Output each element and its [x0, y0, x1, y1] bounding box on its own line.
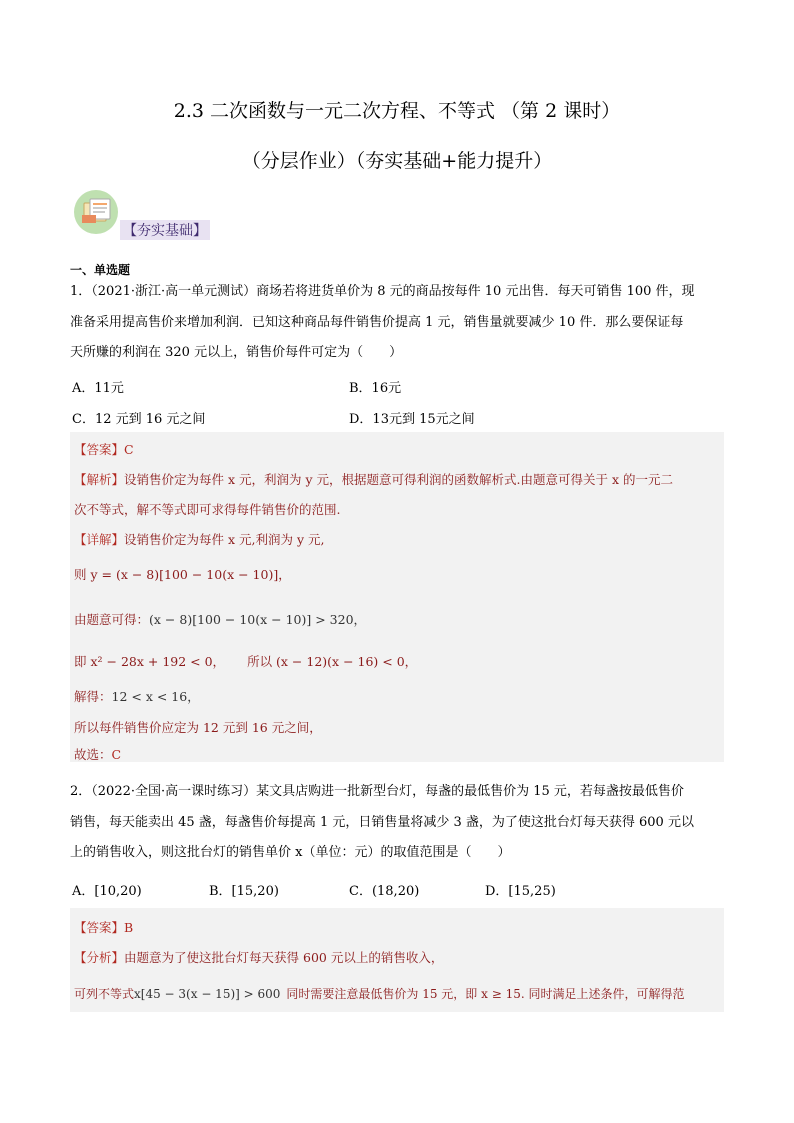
page-subtitle: （分层作业）（夯实基础+能力提升） — [241, 150, 553, 172]
q2-option-c: C．(18,20) — [349, 884, 420, 899]
step-6-prefix: 故选： — [74, 747, 112, 762]
option-b: B．16元 — [349, 381, 402, 396]
analysis-2-text: 由题意为了使这批台灯每天获得 600 元以上的销售收入， — [124, 950, 444, 965]
analysis-2-math: x[45 − 3(x − 15)] > 600 — [134, 987, 281, 1001]
answer-line-2 — [74, 918, 133, 936]
step-2 — [74, 610, 366, 628]
analysis-text: 设销售价定为每件 x 元，利润为 y 元，根据题意可得利润的函数解析式.由题意可得关于 x 的一元二 — [124, 472, 673, 487]
detail-line-1 — [74, 530, 324, 548]
step-3 — [74, 652, 417, 670]
analysis-line-2: 次不等式，解不等式即可求得每件销售价的范围. — [74, 502, 341, 517]
analysis-tag-2: 【分析】 — [74, 950, 125, 965]
q2-option-d: D．[15,25) — [485, 884, 556, 899]
step-4-prefix: 解得： — [74, 689, 112, 704]
question-1-line-1: 1．（2021·浙江·高一单元测试）商场若将进货单价为 8 元的商品按每件 10 元出售．每天可销售 100 件，现 — [70, 284, 695, 299]
detail-text: 设销售价定为每件 x 元,利润为 y 元, — [124, 532, 325, 547]
step-4 — [74, 687, 200, 705]
step-6 — [74, 745, 121, 763]
question-1-line-3: 天所赚的利润在 320 元以上，销售价每件可定为（ ） — [70, 345, 403, 360]
page-title: 2.3 二次函数与一元二次方程、不等式 （第 2 课时） — [173, 100, 621, 122]
option-c: C．12 元到 16 元之间 — [72, 412, 206, 427]
q2-option-a: A．[10,20) — [72, 884, 142, 899]
step-3a: 即 x² − 28x + 192 < 0， — [74, 654, 226, 669]
analysis-2-line-2 — [74, 985, 684, 1002]
step-2-prefix: 由题意可得： — [74, 612, 150, 627]
question-2-line-1: 2．（2022·全国·高一课时练习）某文具店购进一批新型台灯，每盏的最低售价为 15 元，若每盏按最低售价 — [70, 784, 684, 799]
section-badge-label: 【夯实基础】 — [120, 220, 210, 240]
analysis-2-suffix: 同时需要注意最低售价为 15 元，即 x ≥ 15. 同时满足上述条件，可解得范 — [286, 987, 685, 1001]
analysis-2-prefix: 可列不等式 — [74, 987, 135, 1001]
solution-block-2 — [70, 908, 724, 1012]
q2-option-b: B．[15,20) — [209, 884, 279, 899]
solution-block-1 — [70, 432, 724, 762]
step-2-math: (x − 8)[100 − 10(x − 10)] > 320， — [149, 612, 367, 627]
step-6-answer: C — [111, 747, 122, 762]
question-1-line-2: 准备采用提高售价来增加利润．已知这种商品每件销售价提高 1 元，销售量就要减少 10 件．那么要保证每 — [70, 315, 684, 330]
answer-tag-2: 【答案】 — [74, 920, 125, 935]
step-4-math: 12 < x < 16， — [111, 689, 200, 704]
analysis-2-line-1 — [74, 948, 443, 966]
answer-tag: 【答案】 — [74, 442, 125, 457]
step-5: 所以每件销售价应定为 12 元到 16 元之间， — [74, 720, 322, 735]
document-icon — [72, 189, 120, 235]
analysis-tag: 【解析】 — [74, 472, 125, 487]
answer-line — [74, 440, 134, 458]
section-heading: 一、单选题 — [70, 263, 131, 277]
answer-value: C — [124, 442, 134, 457]
question-2-line-2: 销售，每天能卖出 45 盏，每盏售价每提高 1 元，日销售量将减少 3 盏，为了使这批台灯每天获得 600 元以 — [70, 815, 694, 830]
detail-tag: 【详解】 — [74, 532, 125, 547]
option-d: D．13元到 15元之间 — [349, 412, 475, 427]
option-a: A．11元 — [72, 381, 124, 396]
question-2-line-3: 上的销售收入，则这批台灯的销售单价 x（单位：元）的取值范围是（ ） — [70, 845, 511, 860]
step-3b: 所以 (x − 12)(x − 16) < 0， — [247, 654, 418, 669]
answer-value-2: B — [124, 920, 134, 935]
step-1: 则 y = (x − 8)[100 − 10(x − 10)]， — [74, 567, 291, 582]
analysis-line-1 — [74, 470, 673, 488]
